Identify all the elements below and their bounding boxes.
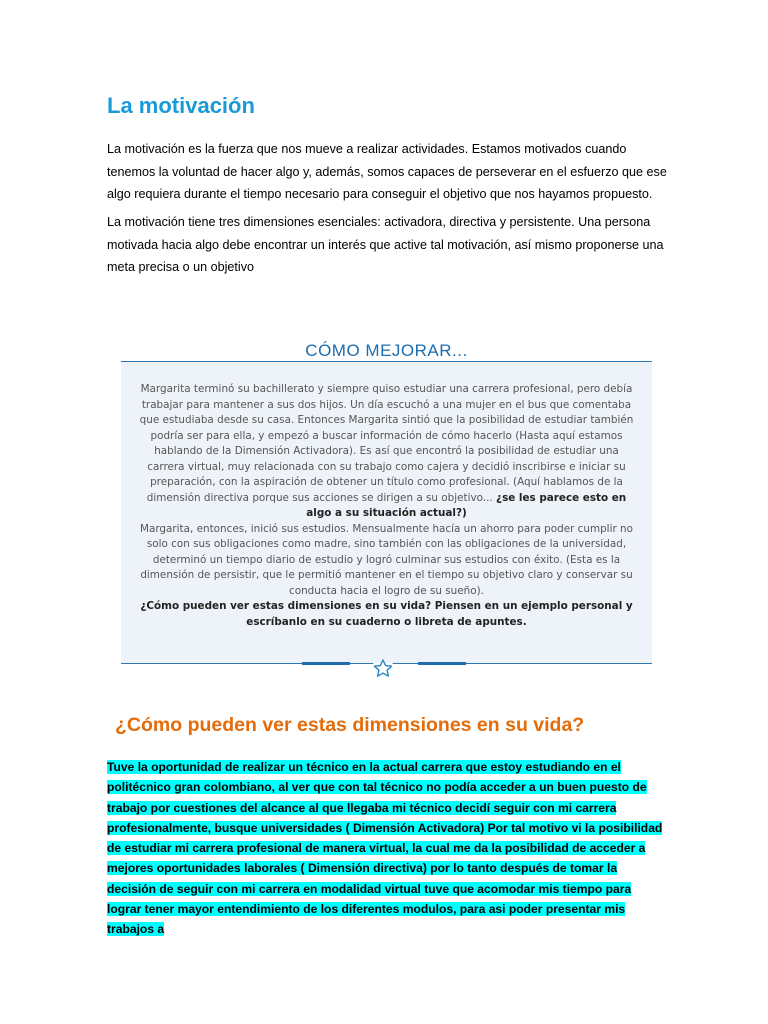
example-question-inline: ¿se les parece esto en algo a su situación actual?) [306, 491, 627, 519]
section-subtitle: ¿Cómo pueden ver estas dimensiones en su vida? [115, 714, 585, 736]
example-box-text [136, 382, 637, 630]
example-question-closing: ¿Cómo pueden ver estas dimensiones en su vida? Piensen en un ejemplo personal y escríbanlo en su cuaderno o libreta de apuntes. [140, 600, 633, 628]
answer-paragraph [107, 757, 667, 940]
star-icon [353, 652, 413, 684]
example-text-part-b: Margarita, entonces, inició sus estudios. Mensualmente hacía un ahorro para poder cumplir no solo con sus obligaciones como madre, sino también con las obligaciones de la universidad, determinó un tiempo diario de estudio y logró culminar sus estudios con éxito. (Esta es la dimensión de persistir, que le permitió mantener en el tiempo su objetivo claro y conservar su conducta hacia el logro de su sueño). [140, 522, 633, 597]
highlighted-answer-text: Tuve la oportunidad de realizar un técnico en la actual carrera que estoy estudiando en el politécnico gran colombiano, al ver que con tal técnico no podía acceder a un buen puesto de trabajo por cuestiones del alcance al que llegaba mi técnico decidí seguir con mi carrera profesionalmente, busque universidades ( Dimensión Activadora) Por tal motivo vi la posibilidad de estudiar mi carrera profesional de manera virtual, la cual me da la posibilidad de acceder a mejores oportunidades laborales ( Dimensión directiva) por lo tanto después de tomar la decisión de seguir con mi carrera en modalidad virtual tuve que acomodar mis tiempo para lograr tener mayor entendimiento de los diferentes modulos, para asi poder presentar mis trabajos a [107, 760, 663, 937]
example-text-part-a: Margarita terminó su bachillerato y siempre quiso estudiar una carrera profesional, pero debía trabajar para mantener a sus dos hijos. Un día escuchó a una mujer en el bus que comentaba que estudiaba desde su casa. Entonces Margarita sintió que la posibilidad de estudiar también podría ser para ella, y empezó a buscar información de cómo hacerlo (Hasta aquí estamos hablando de la Dimensión Activadora). Es así que encontró la posibilidad de estudiar una carrera virtual, muy relacionada con su trabajo como cajera y decidió inscribirse e iniciar su preparación, con la aspiración de obtener un título como profesional. (Aquí hablamos de la dimensión directiva porque sus acciones se dirigen a su objetivo... [139, 383, 634, 504]
paragraph-dimensions: La motivación tiene tres dimensiones esenciales: activadora, directiva y persistente. Una persona motivada hacia algo debe encontrar un interés que active tal motivación, así mismo proponerse una meta precisa o un objetivo [107, 215, 664, 274]
page-title: La motivación [107, 93, 255, 118]
paragraph-definition: La motivación es la fuerza que nos mueve a realizar actividades. Estamos motivados cuando tenemos la voluntad de hacer algo y, además, somos capaces de perseverar en el esfuerzo que ese algo requiera durante el tiempo necesario para conseguir el objetivo que nos hayamos propuesto. [107, 142, 667, 201]
box-title: CÓMO MEJORAR... [305, 341, 468, 360]
box-accent-left [302, 662, 350, 665]
box-accent-right [418, 662, 466, 665]
